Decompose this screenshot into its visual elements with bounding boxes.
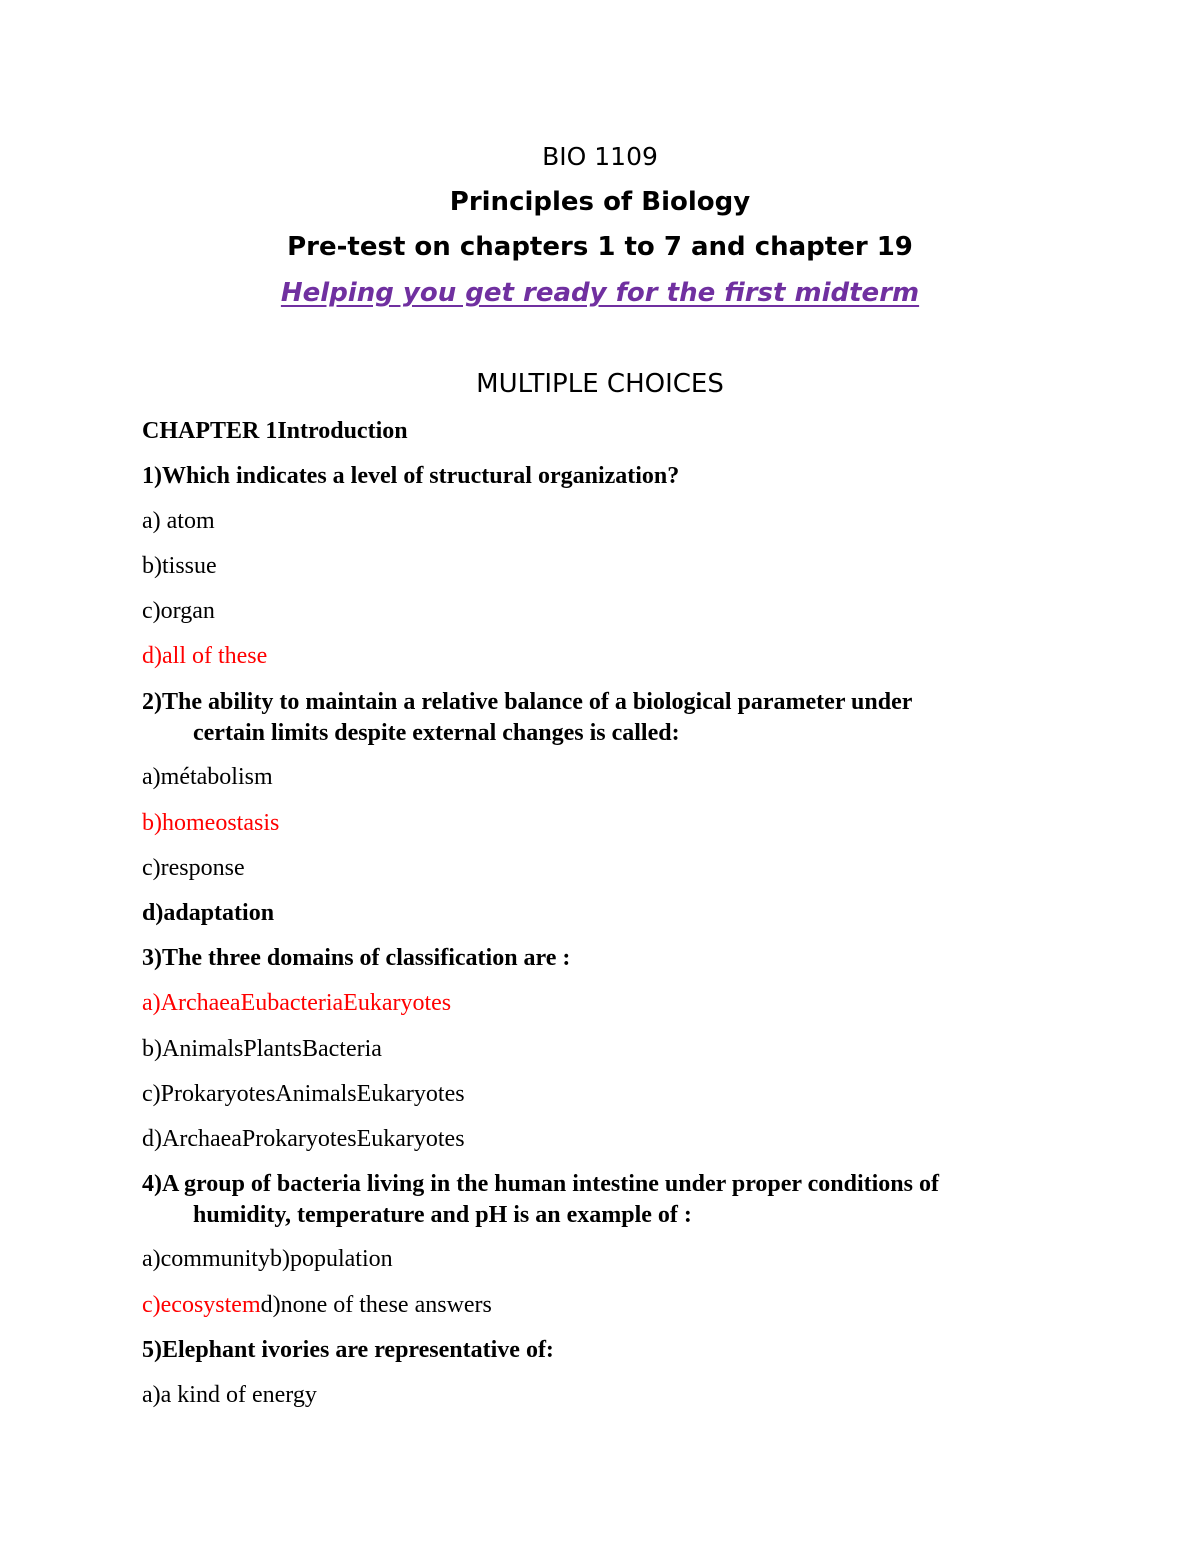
- q3-option-b: b)AnimalsPlantsBacteria: [142, 1036, 382, 1062]
- question-3: 3)The three domains of classification are :: [142, 945, 571, 971]
- document-subtitle: Helping you get ready for the first midterm: [280, 278, 920, 308]
- q3-option-d: d)ArchaeaProkaryotesEukaryotes: [142, 1126, 465, 1152]
- q2-option-c: c)response: [142, 855, 245, 881]
- course-code: BIO 1109: [542, 142, 658, 171]
- q4-option-b: b)population: [269, 1246, 393, 1272]
- q2-option-d: d)adaptation: [142, 900, 275, 926]
- q1-option-d-answer: d)all of these: [142, 643, 268, 669]
- question-2-line-2: certain limits despite external changes is called:: [193, 720, 680, 746]
- pretest-title: Pre-test on chapters 1 to 7 and chapter 19: [287, 232, 913, 262]
- q5-option-a: a)a kind of energy: [142, 1382, 317, 1408]
- q4-option-a: a)community: [142, 1246, 270, 1272]
- q4-options-row-1: [142, 1244, 393, 1274]
- q4-option-d: d)none of these answers: [260, 1292, 492, 1318]
- question-5: 5)Elephant ivories are representative of:: [142, 1337, 554, 1363]
- q3-option-c: c)ProkaryotesAnimalsEukaryotes: [142, 1081, 465, 1107]
- course-title: Principles of Biology: [449, 187, 751, 217]
- question-2-line-1: 2)The ability to maintain a relative balance of a biological parameter under: [142, 689, 913, 715]
- q2-option-a: a)métabolism: [142, 764, 273, 790]
- q2-option-b-answer: b)homeostasis: [142, 810, 280, 836]
- q4-option-c-answer: c)ecosystem: [142, 1292, 261, 1318]
- q4-options-row-2: [142, 1290, 492, 1320]
- q3-option-a-answer: a)ArchaeaEubacteriaEukaryotes: [142, 990, 452, 1016]
- section-heading: MULTIPLE CHOICES: [476, 369, 724, 399]
- question-4-line-1: 4)A group of bacteria living in the human intestine under proper conditions of: [142, 1171, 939, 1197]
- q1-option-b: b)tissue: [142, 553, 217, 579]
- q1-option-a: a) atom: [142, 508, 215, 534]
- question-4-line-2: humidity, temperature and pH is an example of :: [193, 1202, 692, 1228]
- chapter-heading: CHAPTER 1Introduction: [142, 418, 408, 444]
- q1-option-c: c)organ: [142, 598, 215, 624]
- question-1: 1)Which indicates a level of structural organization?: [142, 463, 680, 489]
